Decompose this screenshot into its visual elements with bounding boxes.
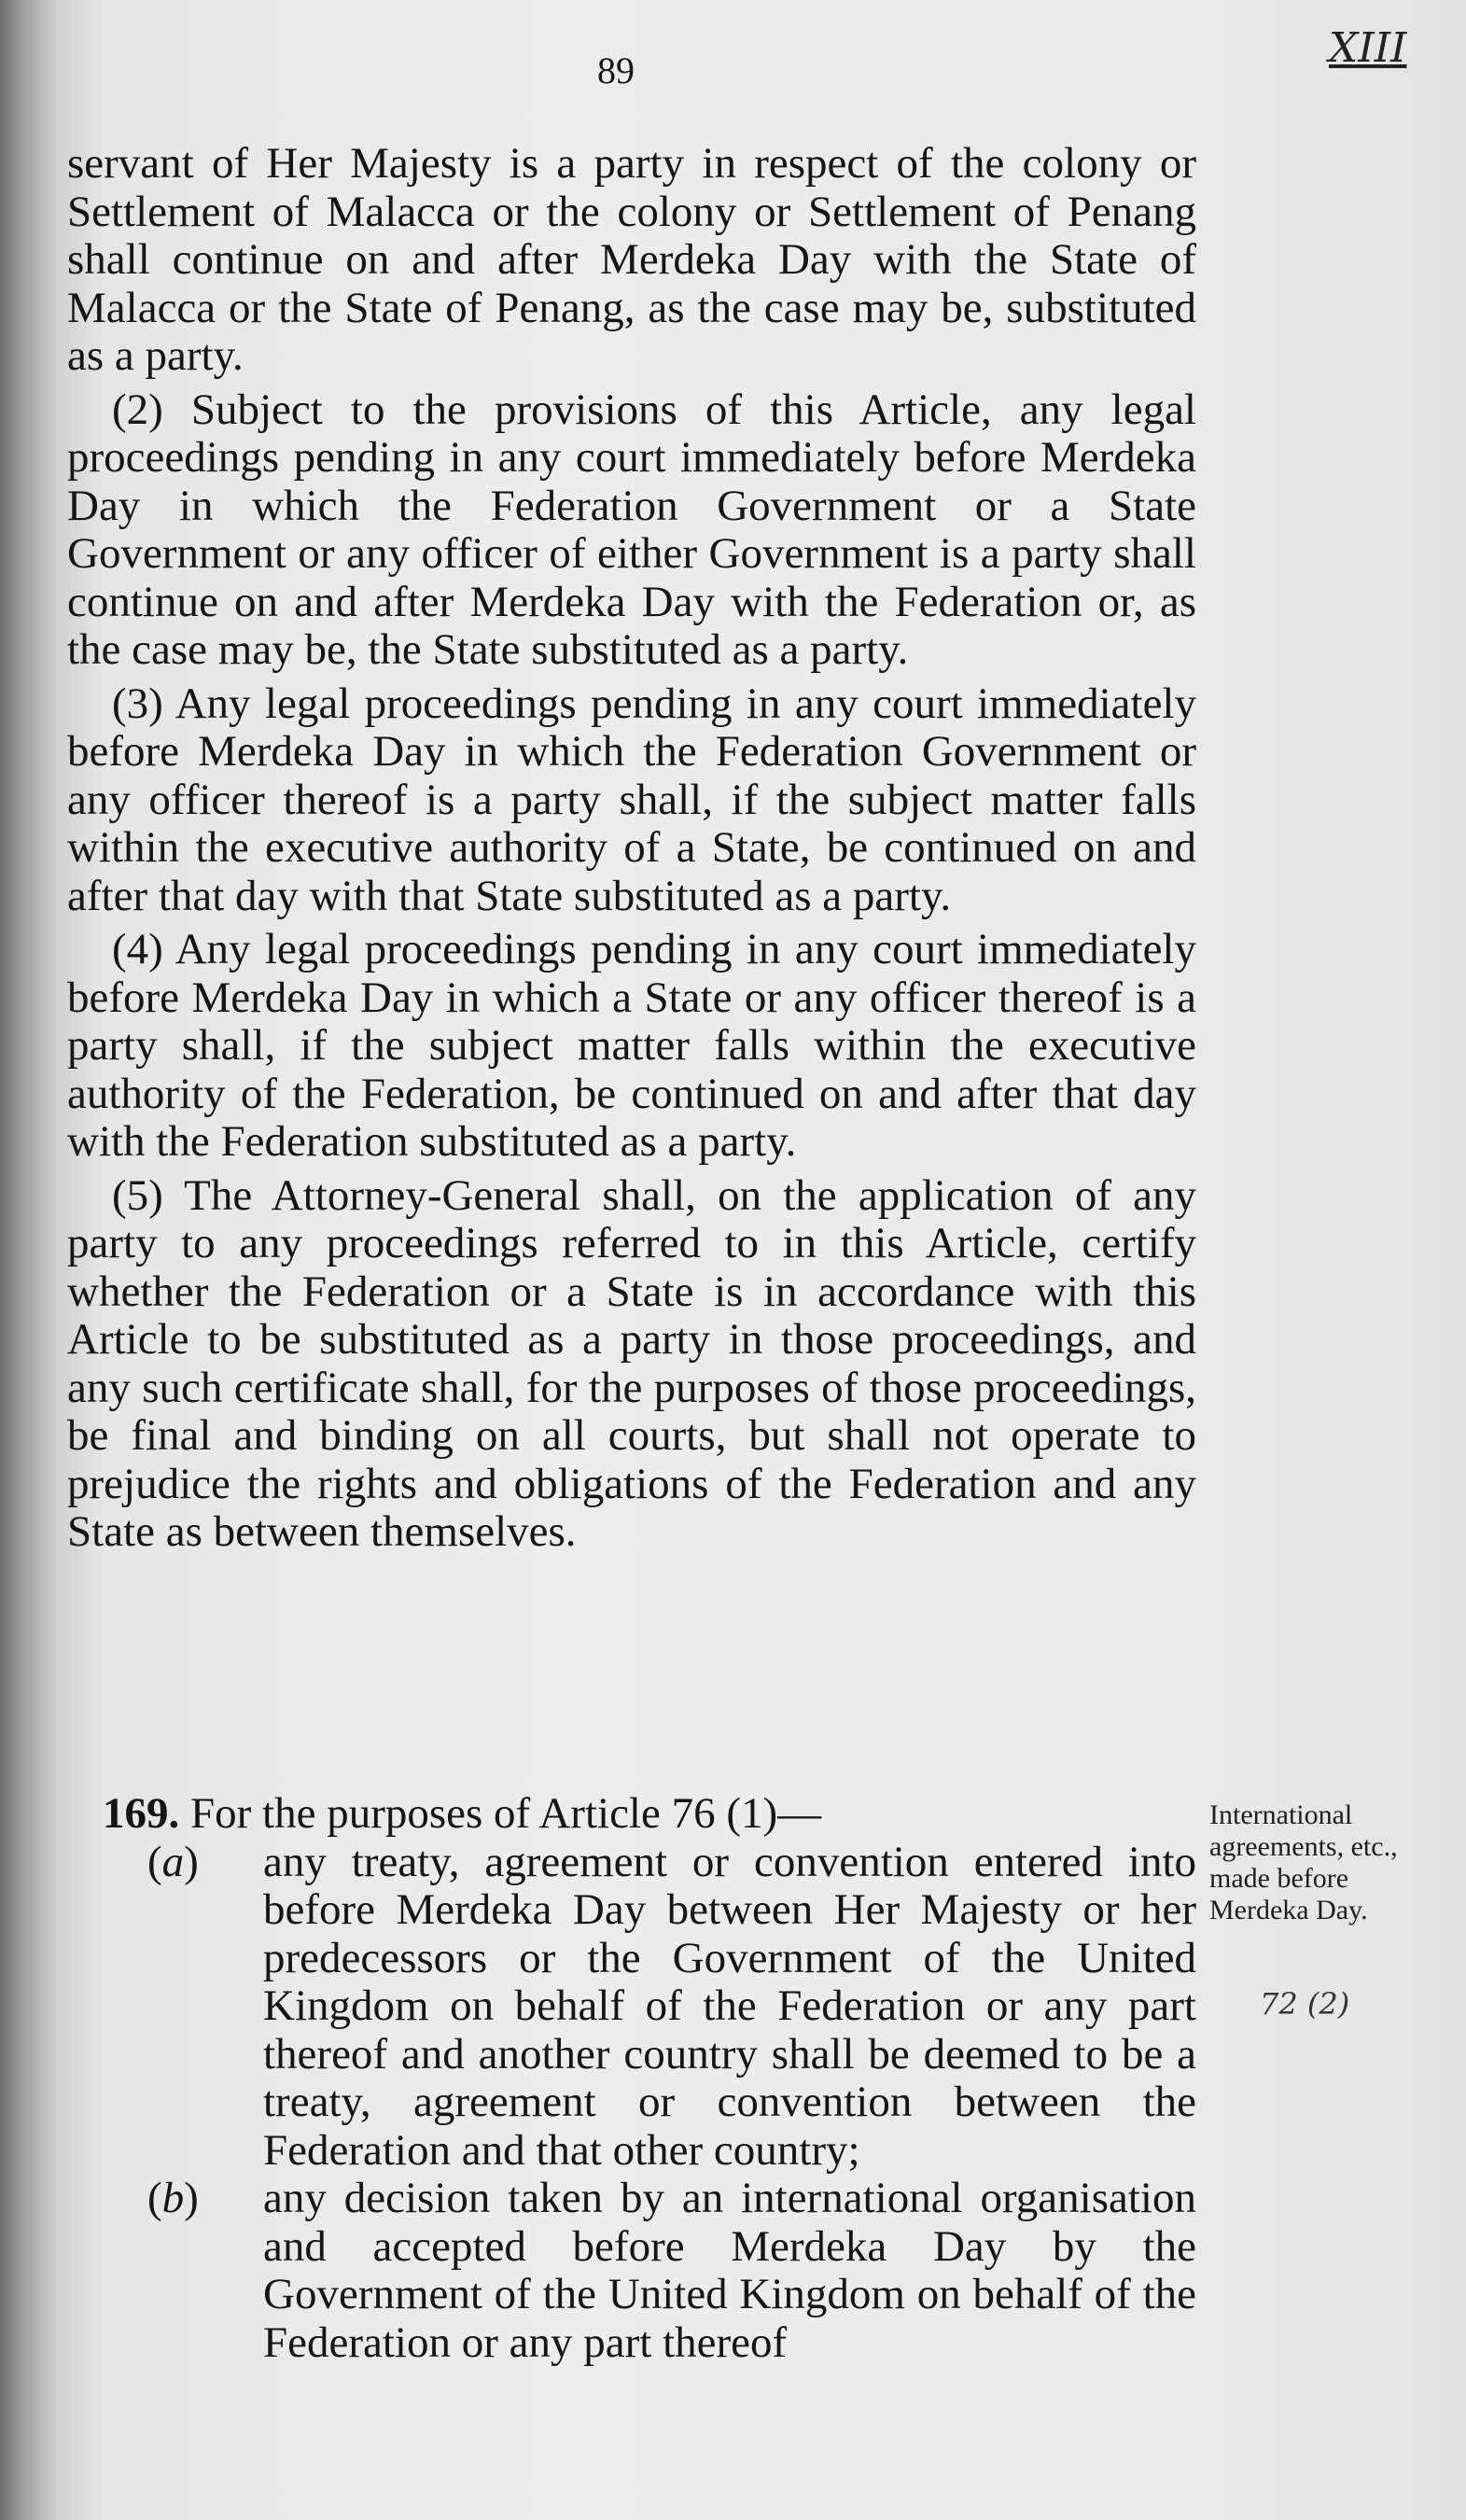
margin-note: International agreements, etc., made before Merdeka Day. xyxy=(1209,1799,1398,1925)
paragraph-clause-5: (5) The Attorney-General shall, on the application of any party to any proceedings referred to in this Article, certify whether the Federation or a State is in accordance with this Article to be substituted as a party in those proceedings, and any such certificate shall, for the purposes of those proceedings, be final and binding on all courts, but shall not operate to prejudice the rights and obligations of the Federation and any State as between themselves. xyxy=(67,1170,1196,1556)
clause-label: (a) xyxy=(147,1837,199,1886)
page-number: 89 xyxy=(597,49,635,91)
article-clause-a xyxy=(147,1837,1196,2176)
body-text xyxy=(67,140,1196,1562)
clause-label: (b) xyxy=(147,2174,199,2222)
paragraph-continuation: servant of Her Majesty is a party in respect of the colony or Settlement of Malacca or the colony or Settlement of Penang shall continue on and after Merdeka Day with the State of Malacca or the State of Penang, as the case may be, substituted as a party. xyxy=(67,139,1196,380)
paragraph-clause-2: (2) Subject to the provisions of this Article, any legal proceedings pending in any court immediately before Merdeka Day in which the Federation Government or a State Government or any officer of either Government is a party shall continue on and after Merdeka Day with the Federation or, as the case may be, the State substituted as a party. xyxy=(67,385,1196,674)
clause-text: any treaty, agreement or convention entered into before Merdeka Day between Her Majesty or her predecessors or the Government of the United Kingdom on behalf of the Federation or any part thereof and another country shall be deemed to be a treaty, agreement or convention between the Federation and that other country; xyxy=(263,1837,1196,2175)
article-heading-text: For the purposes of Article 76 (1)— xyxy=(190,1789,822,1838)
paragraph-clause-4: (4) Any legal proceedings pending in any court immediately before Merdeka Day in which a State or any officer thereof is a party shall, if the subject matter falls within the executive authority of the Federation, be continued on and after that day with the Federation substituted as a party. xyxy=(67,925,1196,1166)
article-169 xyxy=(67,1790,1196,2367)
article-number: 169. xyxy=(103,1789,180,1838)
clause-text: any decision taken by an international organisation and accepted before Merdeka Day by the Government of the United Kingdom on behalf of the Federation or any part thereof xyxy=(263,2174,1196,2367)
handwritten-margin-reference: 72 (2) xyxy=(1260,1986,1350,2022)
handwritten-page-mark: XIII xyxy=(1329,24,1407,72)
paragraph-clause-3: (3) Any legal proceedings pending in any court immediately before Merdeka Day in which the Federation Government or any officer thereof is a party shall, if the subject matter falls within the executive authority of a State, be continued on and after that day with that State substituted as a party. xyxy=(67,679,1196,920)
article-clause-b xyxy=(147,2174,1196,2367)
article-heading xyxy=(103,1790,1196,1839)
